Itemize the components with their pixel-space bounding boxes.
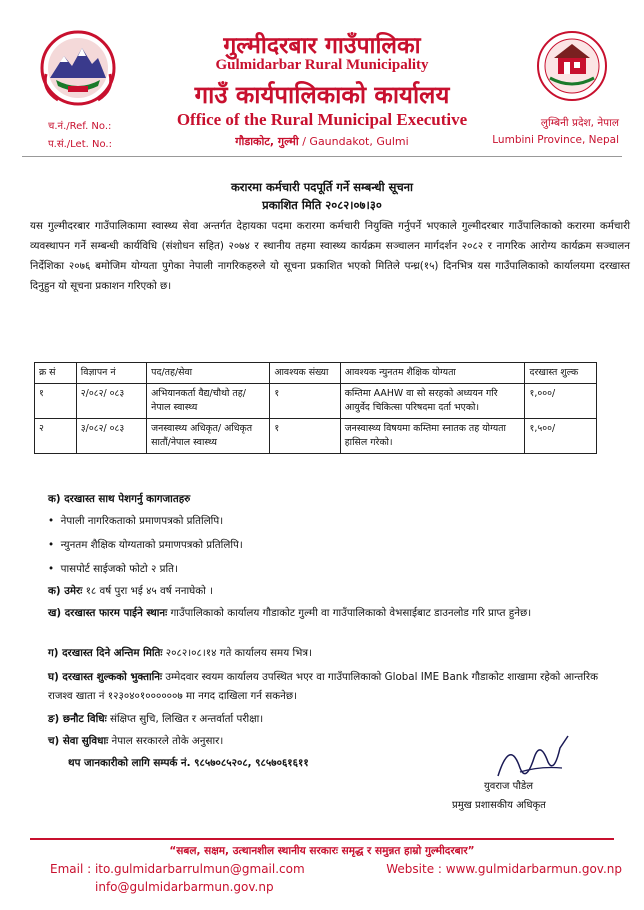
footer-email-secondary[interactable]: info@gulmidarbarmun.gov.np: [95, 880, 274, 894]
list-item-text: न्युनतम शैक्षिक योग्यताको प्रमाणपत्रको प्रतिलिपि।: [60, 539, 243, 551]
address-nepali: गौडाकोट, गुल्मी: [235, 135, 299, 148]
cell-post: अभियानकर्ता वैद्य/चौथो तह/ नेपाल स्वास्थ्य: [147, 384, 270, 419]
list-item: • पासपोर्ट साईजको फोटो २ प्रति।: [48, 563, 178, 575]
province-nepali: लुम्बिनी प्रदेश, नेपाल: [540, 117, 619, 129]
cell-count: १: [270, 384, 340, 419]
condition-payment: [48, 668, 623, 706]
condition-text: २०८२।०८।१४ गते कार्यालय समय भित्र।: [165, 647, 312, 659]
footer-motto: “सबल, सक्षम, उत्थानशील स्थानीय सरकारः समृद्ध र समुन्नत हाम्रो गुल्मीदरबार”: [169, 845, 475, 857]
notice-title: करारमा कर्मचारी पदपूर्ति गर्ने सम्बन्धी सूचना: [230, 180, 414, 194]
condition-age: [48, 584, 618, 598]
notice-date: प्रकाशित मिति २०८२।०७।३०: [262, 198, 382, 212]
cell-sn: १: [35, 384, 77, 419]
cell-ad-no: ३/०८२/ ०८३: [76, 419, 146, 454]
condition-key: ङ) छनौट विधिः: [48, 713, 107, 725]
condition-form: [48, 604, 620, 623]
municipality-name-nepali: गुल्मीदरबार गाउँपालिका: [223, 33, 421, 59]
condition-text: गाउँपालिकाको कार्यालय गौडाकोट गुल्मी वा गाउँपालिकाको वेभसाईबाट डाउनलोड गरि प्राप्त हुनेछ।: [170, 607, 532, 619]
cell-sn: २: [35, 419, 77, 454]
contact-info: थप जानकारीको लागि सम्पर्क नं. ९८५७०८५२०८, ९८५७०६१६११: [68, 757, 309, 769]
cell-qualification: कम्तिमा AAHW वा सो सरहको अध्ययन गरि आयुर्वेद चिकित्सा परिषदमा दर्ता भएको।: [340, 384, 525, 419]
footer-divider: [30, 838, 614, 840]
cell-fee: १,५००/: [525, 419, 597, 454]
col-sn: क्र सं: [35, 363, 77, 384]
signatory-name: युवराज पौडेल: [484, 781, 534, 792]
municipality-name-english: Gulmidarbar Rural Municipality: [215, 57, 429, 73]
col-fee: दरखास्त शुल्क: [525, 363, 597, 384]
documents-label: क) दरखास्त साथ पेशगर्नु कागजातहरु: [48, 493, 191, 505]
list-item: • न्युनतम शैक्षिक योग्यताको प्रमाणपत्रको प्रतिलिपि।: [48, 539, 243, 551]
list-item: • नेपाली नागरिकताको प्रमाणपत्रको प्रतिलिपि।: [48, 515, 224, 527]
condition-key: घ) दरखास्त शुल्कको भुक्तानिः: [48, 671, 163, 683]
footer-website[interactable]: Website : www.gulmidarbarmun.gov.np: [386, 862, 622, 876]
condition-key: क) उमेरः: [48, 585, 83, 597]
condition-key: च) सेवा सुविधाः: [48, 735, 109, 747]
province-english: Lumbini Province, Nepal: [492, 134, 619, 146]
condition-key: ख) दरखास्त फारम पाईने स्थानः: [48, 607, 168, 619]
condition-text: नेपाल सरकारले तोके अनुसार।: [111, 735, 224, 747]
footer-email[interactable]: Email : ito.gulmidarbarrulmun@gmail.com: [50, 862, 305, 876]
cell-ad-no: २/०८२/ ०८३: [76, 384, 146, 419]
office-name-english: Office of the Rural Municipal Executive: [176, 110, 468, 129]
table-row: [35, 384, 597, 419]
col-ad-no: विज्ञापन नं: [76, 363, 146, 384]
cell-post: जनस्वास्थ्य अधिकृत/ अधिकृत सातौं/नेपाल स्वास्थ्य: [147, 419, 270, 454]
col-qualification: आवश्यक न्युनतम शैक्षिक योग्यता: [340, 363, 525, 384]
col-count: आवश्यक संख्या: [270, 363, 340, 384]
condition-text: उम्मेदवार स्वयम कार्यालय उपस्थित भएर वा गाउँपालिकाको Global IME Bank गौडाकोट शाखामा रहेको आन्तरिक राजश्व खाता नं १२३०४०१००००००७ मा नगद दाखिला गर्न सकनेछ।: [48, 671, 598, 702]
list-item-text: नेपाली नागरिकताको प्रमाणपत्रको प्रतिलिपि।: [60, 515, 224, 527]
condition-text: १८ वर्ष पुरा भई ४५ वर्ष ननाघेको ।: [85, 585, 213, 597]
notice-body: यस गुल्मीदरबार गाउँपालिकामा स्वास्थ्य सेवा अन्तर्गत देहायका पदमा करारमा कर्मचारी नियुक्ति गर्नुपर्ने भएकाले गुल्मीदरबार गाउँपालिकाको करारमा कर्मचारी व्यवस्थापन गर्ने सम्बन्धी कार्यविधि (संशोधन सहित) २०७४ र स्थानीय तहमा स्वास्थ्य कार्यक्रम सञ्चालन मार्गदर्शन २०८२ र नागरिक आरोग्य कार्यक्रम सञ्चालन निर्देशिका २०७६ बमोजिम योग्यता पुगेका नेपाली नागरिकहरुले यो सूचना प्रकाशित भएको मितिले पन्ध्र(१५) दिनभित्र यस गाउँपालिकाको कार्यालयमा दरखास्त दिनुहुन यो सूचना प्रकाशन गरिएको छ।: [30, 220, 630, 292]
cell-qualification: जनस्वास्थ्य विषयमा कम्तिमा स्नातक तह योग्यता हासिल गरेको।: [340, 419, 525, 454]
office-name-nepali: गाउँ कार्यपालिकाको कार्यालय: [194, 81, 450, 109]
vacancy-table: [34, 362, 597, 454]
address-separator: /: [302, 135, 306, 148]
list-item-text: पासपोर्ट साईजको फोटो २ प्रति।: [60, 563, 178, 575]
condition-text: संक्षिप्त सुचि, लिखित र अन्तर्वार्ता परीक्षा।: [109, 713, 264, 725]
cell-count: १: [270, 419, 340, 454]
table-row: [35, 419, 597, 454]
condition-key: ग) दरखास्त दिने अन्तिम मितिः: [48, 647, 163, 659]
condition-deadline: [48, 646, 618, 660]
table-header-row: [35, 363, 597, 384]
col-post: पद/तह/सेवा: [147, 363, 270, 384]
signatory-title: प्रमुख प्रशासकीय अधिकृत: [452, 800, 546, 811]
ref-no-label: च.नं./Ref. No.:: [48, 121, 112, 132]
letter-no-label: प.सं./Let. No.:: [48, 139, 112, 150]
cell-fee: १,०००/: [525, 384, 597, 419]
condition-selection: [48, 712, 618, 726]
address-english: Gaundakot, Gulmi: [309, 135, 409, 148]
header-divider: [22, 156, 622, 157]
